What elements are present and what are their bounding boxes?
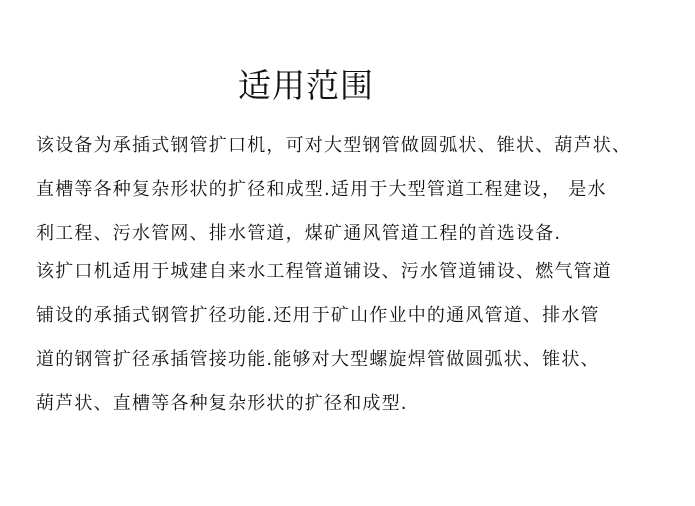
text-line: 道的钢管扩径承插管接功能.能够对大型螺旋焊管做圆弧状、锥状、 bbox=[36, 349, 600, 370]
text-line: 该扩口机适用于城建自来水工程管道铺设、污水管道铺设、燃气管道 bbox=[36, 261, 612, 282]
body-text bbox=[36, 130, 676, 432]
text-line: 葫芦状、直槽等各种复杂形状的扩径和成型. bbox=[36, 393, 408, 414]
text-line: 该设备为承插式钢管扩口机，可对大型钢管做圆弧状、锥状、葫芦状、 bbox=[36, 135, 632, 156]
text-line: 铺设的承插式钢管扩径功能.还用于矿山作业中的通风管道、排水管 bbox=[36, 305, 600, 326]
text-line: 利工程、污水管网、排水管道，煤矿通风管道工程的首选设备. bbox=[36, 223, 562, 244]
page-title: 适用范围 bbox=[238, 66, 374, 105]
text-line: 直槽等各种复杂形状的扩径和成型.适用于大型管道工程建设， 是水 bbox=[36, 179, 607, 200]
